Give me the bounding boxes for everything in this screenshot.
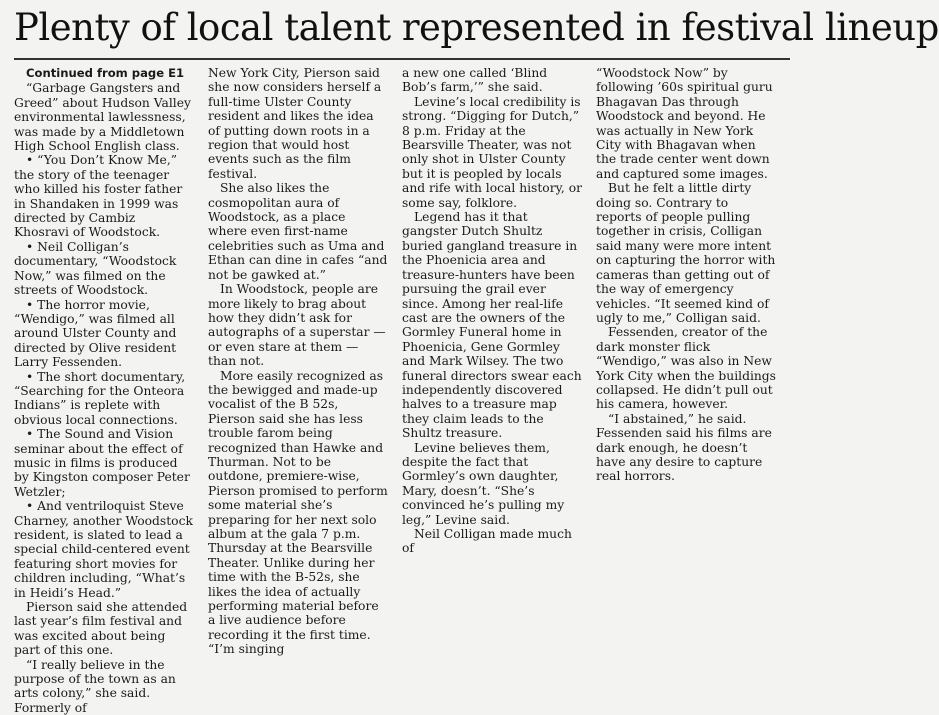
article-columns	[14, 66, 790, 715]
paragraph: In Woodstock, people are more likely to brag about how they didn’t ask for autographs of a superstar — or even stare at them — than not.	[208, 282, 386, 369]
paragraph: “I abstained,” he said. Fessenden said his films are dark enough, he doesn’t have any desire to capture real horrors.	[596, 411, 772, 484]
paragraph: • The horror movie, “Wendigo,” was filmed all around Ulster County and directed by Olive resident Larry Fessenden.	[14, 297, 177, 370]
column-1	[14, 66, 194, 715]
paragraph: More easily recognized as the bewigged and made-up vocalist of the B 52s, Pierson said she has less trouble farom being recognized than Hawke and Thurman. Not to be outdone, premiere-wise, Pierson promised to perform some material she’s preparing for her next solo album at the gala 7 p.m. Thursday at the Bearsville Theater. Unlike during her time with the B-52s, she likes the idea of actually performing material before a live audience before recording it the first time. “I’m singing	[208, 368, 388, 657]
continued-kicker: Continued from page E1	[26, 66, 185, 80]
paragraph: Fessenden, creator of the dark monster flick “Wendigo,” was also in New York City when the buildings collapsed. He didn’t pull out his camera, however.	[596, 325, 776, 412]
paragraph: Neil Colligan made much of	[402, 527, 572, 556]
column-3	[402, 66, 582, 715]
paragraph: Levine believes them, despite the fact that Gormley’s own daughter, Mary, doesn’t. “She’s convinced he’s pulling my leg,” Levine said.	[402, 440, 565, 527]
paragraph: Legend has it that gangster Dutch Shultz buried gangland treasure in the Phoenicia area and treasure-hunters have been pursuing the grail ever since. Among her real-life cast are the owners of the Gormley Funeral home in Phoenicia, Gene Gormley and Mark Wilsey. The two funeral directors swear each independently discovered halves to a treasure map they claim leads to the Shultz treasure.	[402, 210, 582, 441]
paragraph: “I really believe in the purpose of the town as an arts colony,” she said. Formerly of	[14, 657, 176, 715]
paragraph: New York City, Pierson said she now considers herself a full-time Ulster County resident and likes the idea of putting down roots in a region that would host events such as the film festival.	[208, 66, 382, 181]
column-4	[596, 66, 776, 715]
paragraph: Levine’s local credibility is strong. “Digging for Dutch,” 8 p.m. Friday at the Bearsville Theater, was not only shot in Ulster County but it is peopled by locals and rife with local history, or some say, folklore.	[402, 94, 583, 210]
paragraph: “Woodstock Now” by following ’60s spiritual guru Bhagavan Das through Woodstock and beyond. He was actually in New York City with Bhagavan when the trade center went down and captured some images.	[596, 66, 773, 181]
paragraph: • “You Don’t Know Me,” the story of the teenager who killed his foster father in Shandaken in 1999 was directed by Cambiz Khosravi of Woodstock.	[14, 153, 183, 240]
paragraph: She also likes the cosmopolitan aura of Woodstock, as a place where even first-name celebrities such as Uma and Ethan can dine in cafes “and not be gawked at.”	[208, 181, 388, 282]
paragraph: • Neil Colligan’s documentary, “Woodstock Now,” was filmed on the streets of Woodstock.	[14, 239, 177, 298]
paragraph: a new one called ‘Blind Bob’s farm,’” she said.	[402, 66, 548, 95]
column-2	[208, 66, 388, 715]
paragraph: • The Sound and Vision seminar about the effect of music in films is produced by Kingston composer Peter Wetzler;	[14, 427, 190, 499]
headline: Plenty of local talent represented in festival lineup	[14, 6, 939, 49]
headline-rule	[14, 58, 790, 60]
paragraph: “Garbage Gangsters and Greed” about Hudson Valley environmental lawlessness, was made by a Middletown High School English class.	[14, 81, 191, 154]
paragraph: Pierson said she attended last year’s film festival and was excited about being part of this one.	[14, 600, 188, 658]
paragraph: But he felt a little dirty doing so. Contrary to reports of people pulling together in crisis, Colligan said many were more intent on capturing the horror with cameras than getting out of the way of emergency vehicles. “It seemed kind of ugly to me,” Colligan said.	[596, 181, 776, 325]
paragraph: • The short documentary, “Searching for the Onteora Indians” is replete with obvious local connections.	[14, 369, 186, 427]
paragraph: • And ventriloquist Steve Charney, another Woodstock resident, is slated to lead a special child-centered event featuring short movies for children including, “What’s in Heidi’s Head.”	[14, 499, 193, 600]
